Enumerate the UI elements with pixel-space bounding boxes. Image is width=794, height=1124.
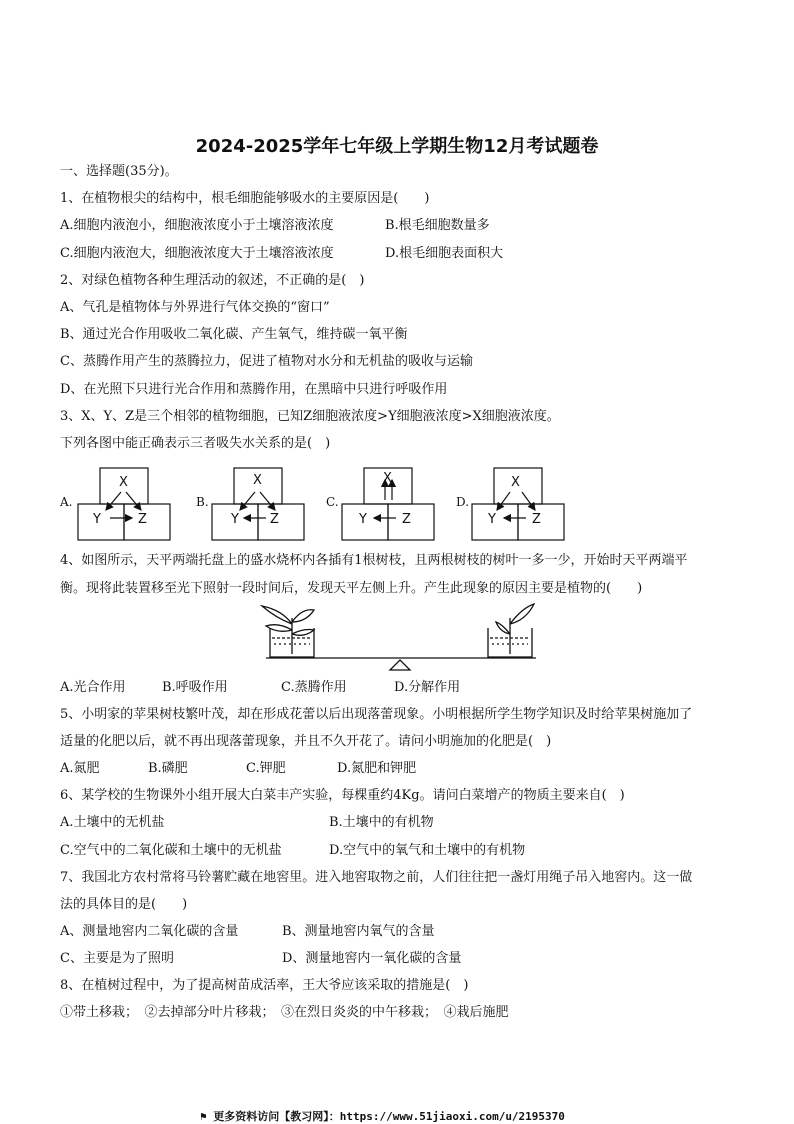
question-1-stem: 1、在植物根尖的结构中，根毛细胞能够吸水的主要原因是( ) xyxy=(60,191,430,206)
footer-link[interactable] xyxy=(200,1108,565,1124)
question-7-option-d: D、测量地窖内一氧化碳的含量 xyxy=(282,951,462,966)
footer-text: 更多资料访问【教习网】：https://www.51jiaoxi.com/u/2195370 xyxy=(213,1110,565,1123)
cell-diagrams xyxy=(0,458,794,548)
diagram-c-label: C. xyxy=(326,495,339,509)
question-7-stem-line-2: 法的具体目的是( ) xyxy=(60,897,188,912)
question-1-option-a: A.细胞内液泡小，细胞液浓度小于土壤溶液浓度 xyxy=(60,218,334,233)
question-6-option-d: D.空气中的氧气和土壤中的有机物 xyxy=(329,843,526,858)
question-4-option-d: D.分解作用 xyxy=(394,680,461,695)
diagram-d-cell-y: Y xyxy=(488,512,496,527)
diagram-b-cell-z: Z xyxy=(270,512,279,527)
question-2-stem: 2、对绿色植物各种生理活动的叙述，不正确的是( ) xyxy=(60,273,365,288)
diagram-d-cell-x: X xyxy=(511,475,520,490)
question-6-stem: 6、某学校的生物课外小组开展大白菜丰产实验，每棵重约4Kg。请问白菜增产的物质主要来自( ) xyxy=(60,788,625,803)
question-7-option-c: C、主要是为了照明 xyxy=(60,951,174,966)
question-7-stem-line-1: 7、我国北方农村常将马铃薯贮藏在地窖里。进入地窖取物之前，人们往往把一盏灯用绳子吊入地窖内。这一做 xyxy=(60,870,693,885)
question-1-option-b: B.根毛细胞数量多 xyxy=(385,218,490,233)
diagram-c-cell-z: Z xyxy=(402,512,411,527)
diagram-b-cell-x: X xyxy=(253,473,262,488)
question-8-stem: 8、在植树过程中，为了提高树苗成活率，王大爷应该采取的措施是( ) xyxy=(60,978,469,993)
diagram-b-label: B. xyxy=(196,495,209,509)
diagram-b-cell-y: Y xyxy=(231,512,239,527)
question-5-option-a: A.氮肥 xyxy=(60,761,100,776)
question-5-option-d: D.氮肥和钾肥 xyxy=(337,761,417,776)
question-2-option-a: A、气孔是植物体与外界进行气体交换的“窗口” xyxy=(60,300,330,315)
question-2-option-d: D、在光照下只进行光合作用和蒸腾作用，在黑暗中只进行呼吸作用 xyxy=(60,382,448,397)
question-8-items: ①带土移栽； ②去掉部分叶片移栽； ③在烈日炎炎的中午移栽； ④栽后施肥 xyxy=(60,1005,509,1020)
question-1-option-d: D.根毛细胞表面积大 xyxy=(385,246,504,261)
question-5-stem-line-2: 适量的化肥以后，就不再出现落蕾现象，并且不久开花了。请问小明施加的化肥是( ) xyxy=(60,734,552,749)
question-5-option-c: C.钾肥 xyxy=(246,761,286,776)
question-1-option-c: C.细胞内液泡大，细胞液浓度大于土壤溶液浓度 xyxy=(60,246,334,261)
diagram-d-cell-z: Z xyxy=(532,512,541,527)
diagram-c-cell-y: Y xyxy=(359,512,367,527)
question-7-option-a: A、测量地窖内二氧化碳的含量 xyxy=(60,924,239,939)
question-4-option-b: B.呼吸作用 xyxy=(162,680,228,695)
flag-icon: ⚑ xyxy=(200,1110,214,1123)
exam-title: 2024-2025学年七年级上学期生物12月考试题卷 xyxy=(195,136,599,157)
diagram-a-cell-z: Z xyxy=(138,512,147,527)
question-5-stem-line-1: 5、小明家的苹果树枝繁叶茂，却在形成花蕾以后出现落蕾现象。小明根据所学生物学知识及时给苹果树施加了 xyxy=(60,707,693,722)
question-6-option-a: A.土壤中的无机盐 xyxy=(60,815,165,830)
question-6-option-c: C.空气中的二氧化碳和土壤中的无机盐 xyxy=(60,843,282,858)
question-4-stem-line-2: 衡。现将此装置移至光下照射一段时间后，发现天平左侧上升。产生此现象的原因主要是植物的( ) xyxy=(60,581,643,596)
question-3-stem-line-2: 下列各图中能正确表示三者吸失水关系的是( ) xyxy=(60,436,331,451)
diagram-c-cell-x: X xyxy=(383,471,392,486)
question-2-option-c: C、蒸腾作用产生的蒸腾拉力，促进了植物对水分和无机盐的吸收与运输 xyxy=(60,354,473,369)
balance-diagram xyxy=(252,600,552,672)
diagram-a-label: A. xyxy=(60,495,73,509)
diagram-a-cell-x: X xyxy=(119,475,128,490)
question-6-option-b: B.土壤中的有机物 xyxy=(329,815,434,830)
question-2-option-b: B、通过光合作用吸收二氧化碳、产生氧气，维持碳一氧平衡 xyxy=(60,327,408,342)
diagram-a-cell-y: Y xyxy=(93,512,101,527)
question-4-option-a: A.光合作用 xyxy=(60,680,126,695)
diagram-d-label: D. xyxy=(456,495,470,509)
question-5-option-b: B.磷肥 xyxy=(148,761,188,776)
question-7-option-b: B、测量地窖内氧气的含量 xyxy=(282,924,435,939)
question-4-option-c: C.蒸腾作用 xyxy=(281,680,347,695)
question-3-stem-line-1: 3、X、Y、Z是三个相邻的植物细胞，已知Z细胞液浓度>Y细胞液浓度>X细胞液浓度。 xyxy=(60,409,560,424)
section-heading: 一、选择题(35分)。 xyxy=(60,164,178,179)
question-4-stem-line-1: 4、如图所示，天平两端托盘上的盛水烧杯内各插有1根树枝，且两根树枝的树叶一多一少，开始时天平两端平 xyxy=(60,553,688,568)
